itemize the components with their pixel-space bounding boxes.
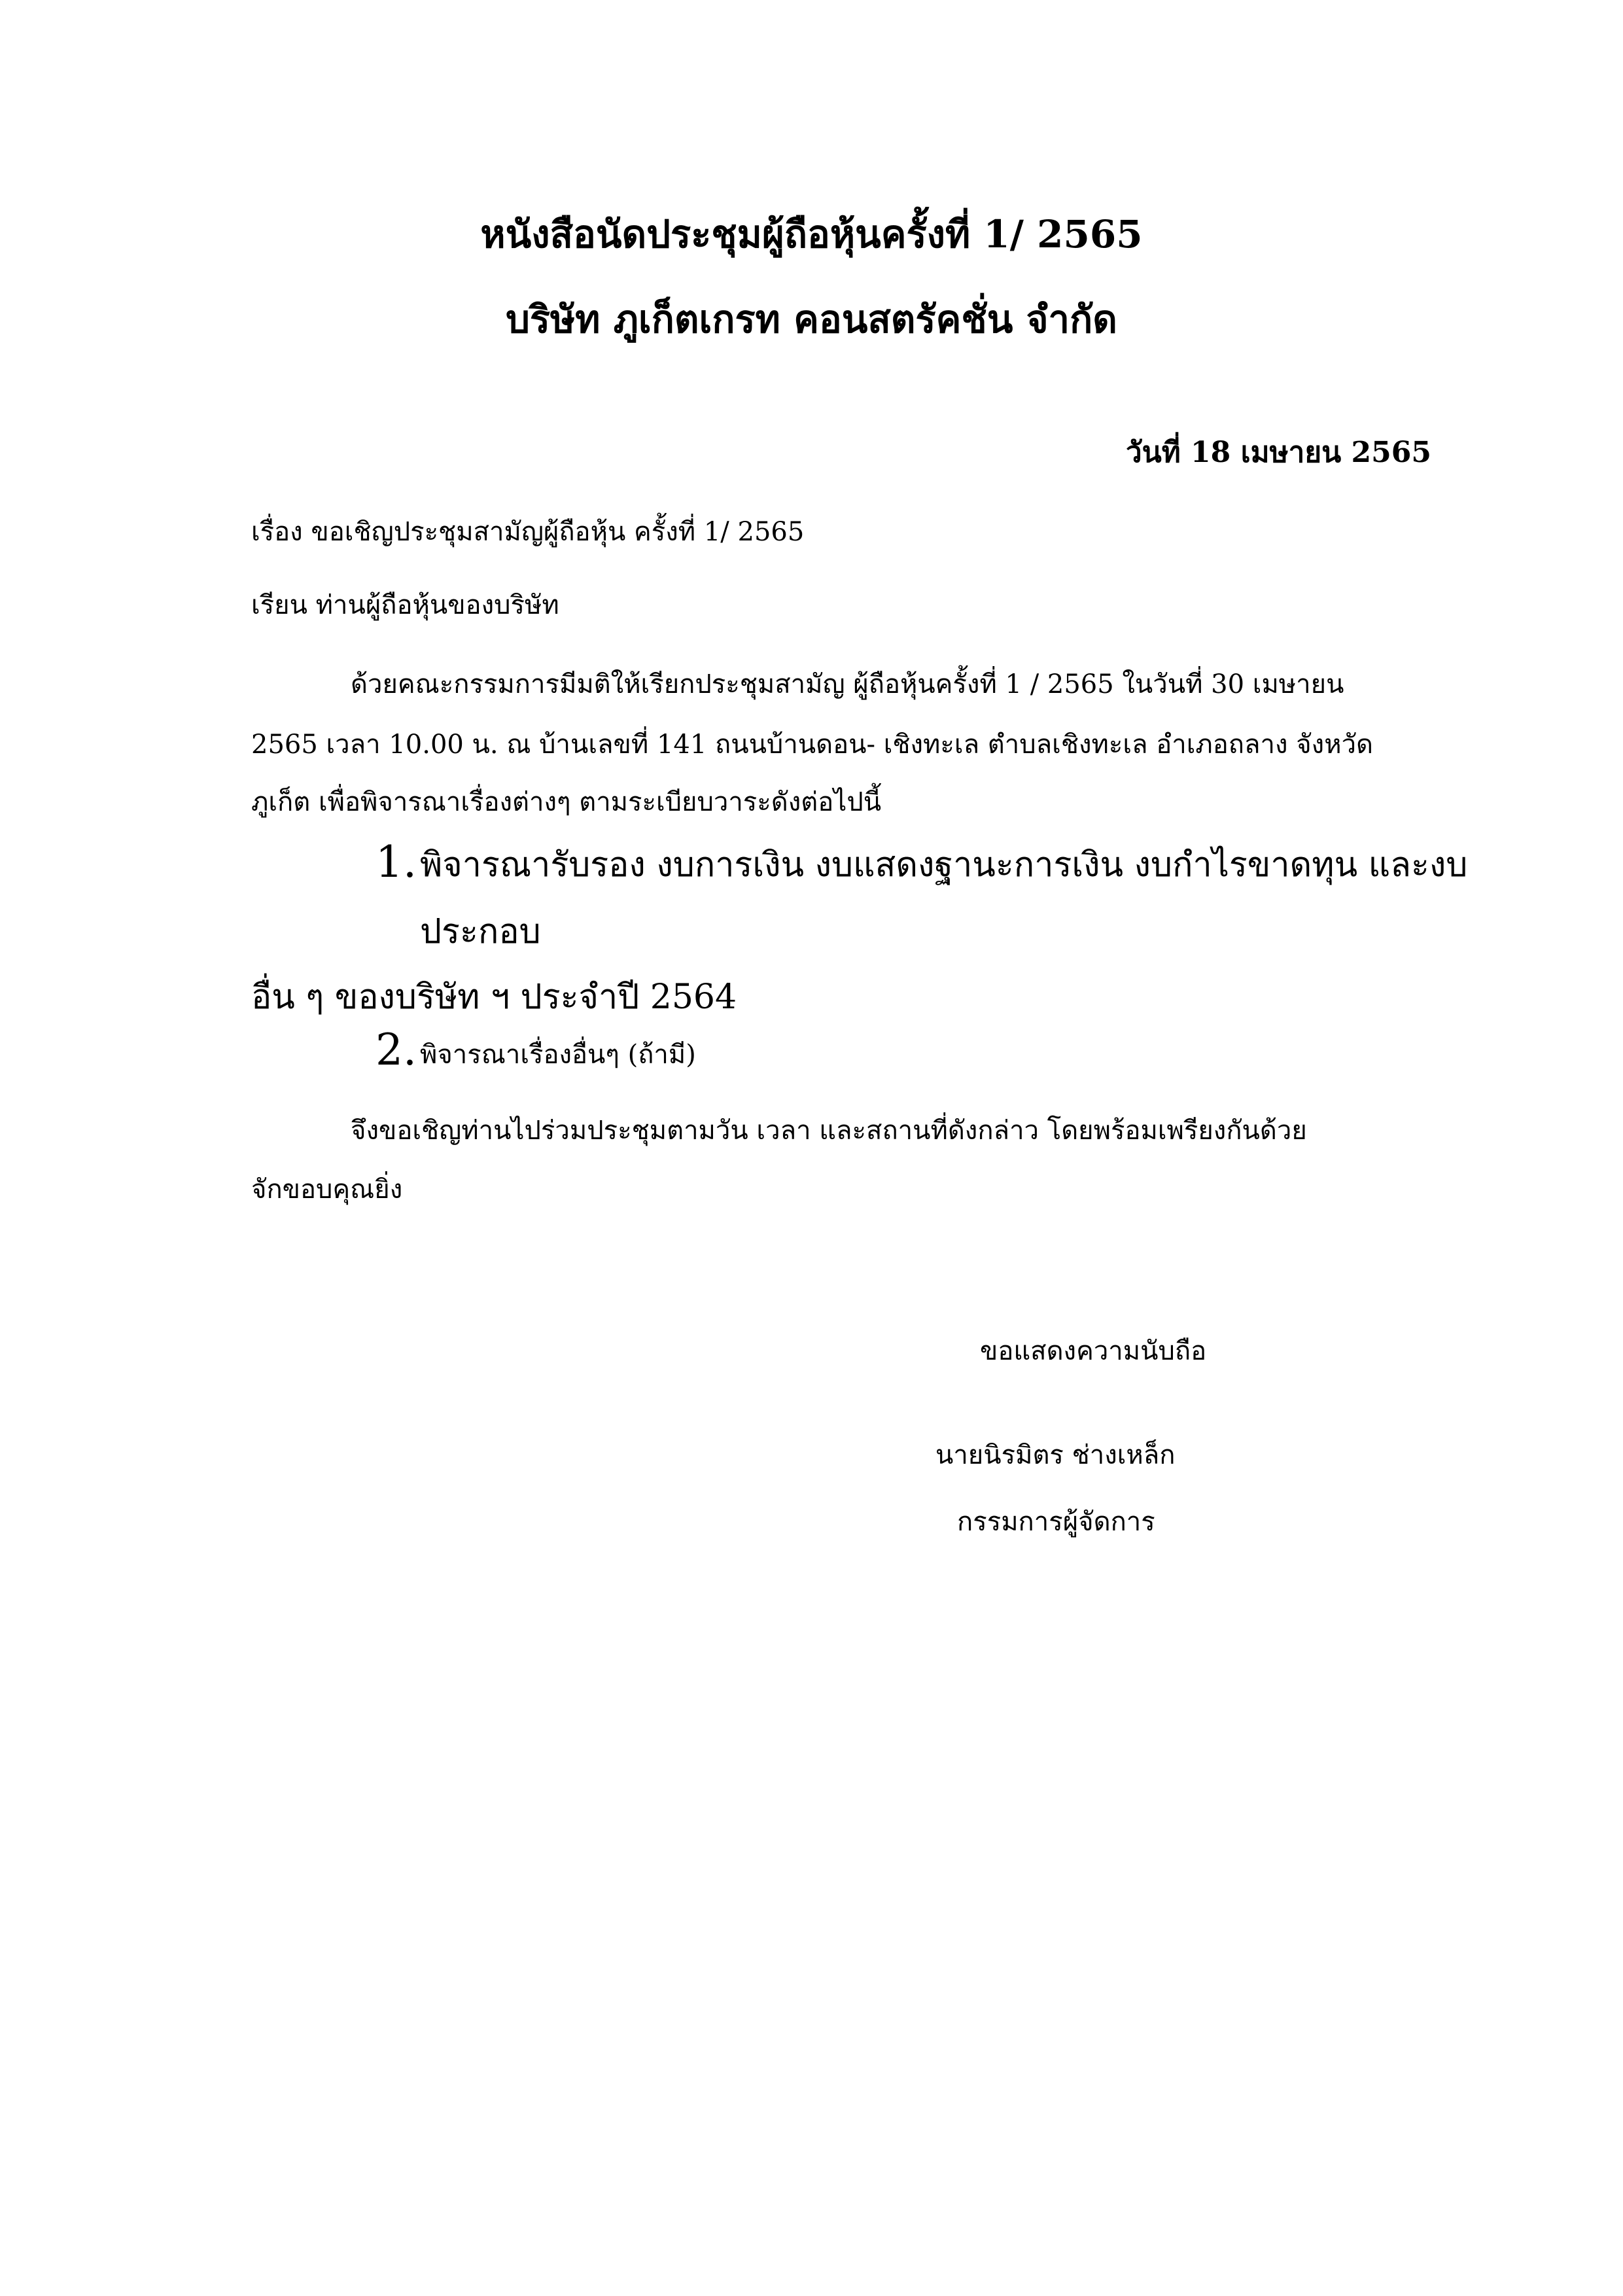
signature-position: กรรมการผู้จัดการ <box>957 1507 1155 1537</box>
closing-line-1: จึงขอเชิญท่านไปร่วมประชุมตามวัน เวลา และสถานที่ดังกล่าว โดยพร้อมเพรียงกันด้วย <box>351 1116 1307 1146</box>
agenda-text-wrap: ประกอบ <box>420 912 541 951</box>
agenda-text: พิจารณาเรื่องอื่นๆ (ถ้ามี) <box>420 1040 696 1070</box>
salutation-line: เรียน ท่านผู้ถือหุ้นของบริษัท <box>251 590 559 620</box>
body-line-3: ภูเก็ต เพื่อพิจารณาเรื่องต่างๆ ตามระเบียบวาระดังต่อไปนี้ <box>251 787 882 817</box>
signature-name: นายนิรมิตร ช่างเหล็ก <box>935 1440 1176 1470</box>
signature-regards: ขอแสดงความนับถือ <box>980 1336 1207 1366</box>
body-line-2: 2565 เวลา 10.00 น. ณ บ้านเลขที่ 141 ถนนบ้านดอน- เชิงทะเล ตำบลเชิงทะเล อำเภอถลาง จังหวัด <box>251 730 1373 760</box>
body-line-1: ด้วยคณะกรรมการมีมติให้เรียกประชุมสามัญ ผู้ถือหุ้นครั้งที่ 1 / 2565 ในวันที่ 30 เมษายน <box>351 669 1344 699</box>
agenda-text: พิจารณารับรอง งบการเงิน งบแสดงฐานะการเงิน งบกำไรขาดทุน และงบ <box>420 845 1468 885</box>
subject-line: เรื่อง ขอเชิญประชุมสามัญผู้ถือหุ้น ครั้งที่ 1/ 2565 <box>251 517 805 547</box>
company-name: บริษัท ภูเก็ตเกรท คอนสตรัคชั่น จำกัด <box>506 297 1117 342</box>
agenda-text-continuation: อื่น ๆ ของบริษัท ฯ ประจำปี 2564 <box>251 978 737 1017</box>
agenda-number: 1. <box>375 837 417 887</box>
document-title: หนังสือนัดประชุมผู้ถือหุ้นครั้งที่ 1/ 2565 <box>480 212 1143 256</box>
document-date: วันที่ 18 เมษายน 2565 <box>1125 436 1431 469</box>
closing-line-2: จักขอบคุณยิ่ง <box>251 1174 403 1205</box>
agenda-number: 2. <box>375 1025 417 1075</box>
